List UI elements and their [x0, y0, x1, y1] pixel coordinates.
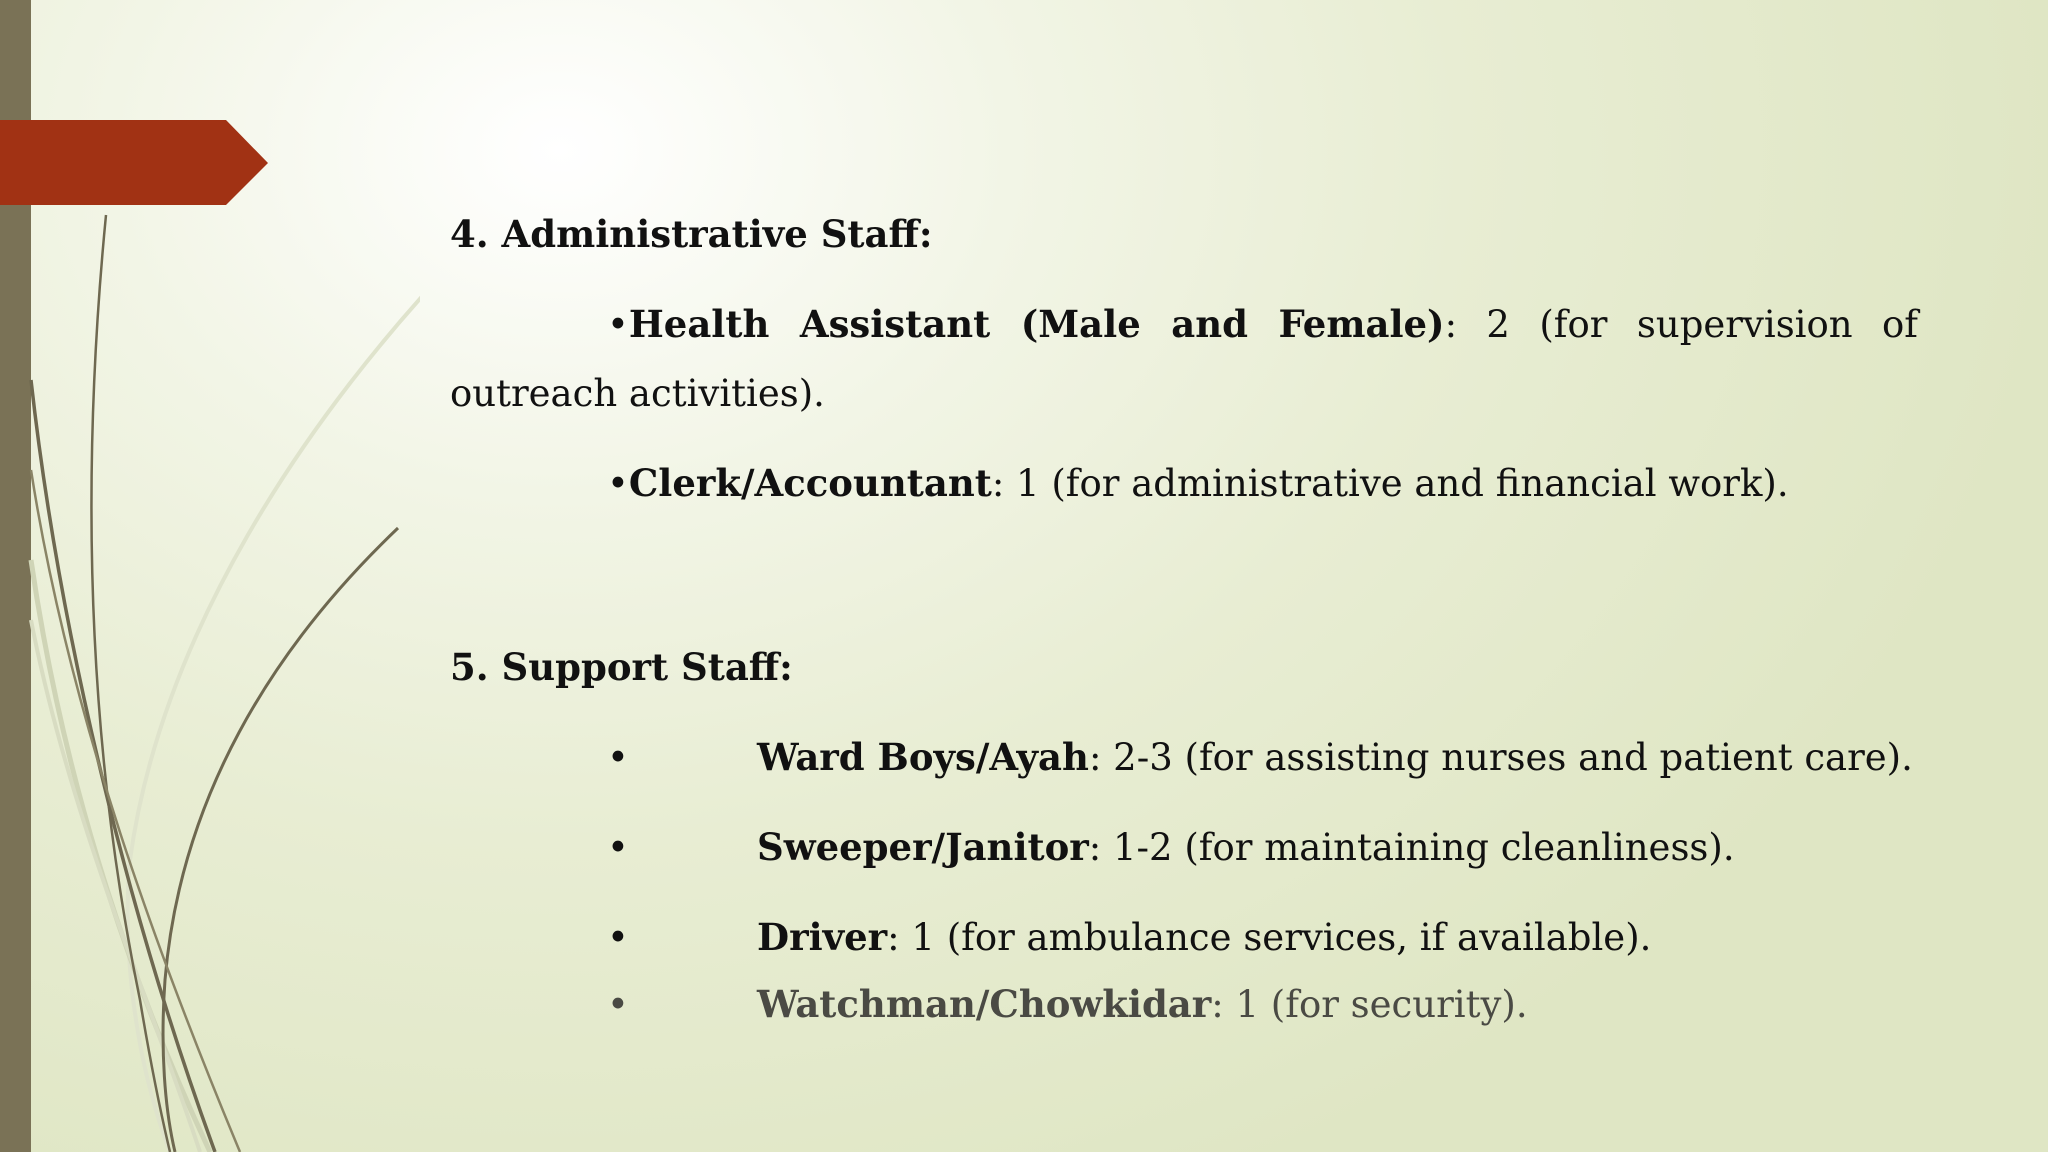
- stem-3: [163, 528, 398, 1152]
- stem-1: [91, 215, 170, 1152]
- item-desc: : 1 (for administrative and financial work).: [991, 462, 1789, 505]
- item-text: [757, 970, 1528, 1039]
- list-item-driver: [450, 903, 1918, 972]
- bullet: •: [607, 462, 629, 505]
- bullet: •: [607, 916, 629, 959]
- item-desc: : 1-2 (for maintaining cleanliness).: [1088, 826, 1735, 869]
- list-item-watchman: [450, 970, 1918, 1039]
- bullet: •: [607, 303, 629, 346]
- item-term: Sweeper/Janitor: [757, 825, 1089, 869]
- item-term: Watchman/Chowkidar: [757, 982, 1212, 1026]
- stem-faint-1: [128, 245, 420, 1152]
- item-desc: : 1 (for security).: [1211, 983, 1528, 1026]
- bullet: •: [607, 983, 629, 1026]
- item-term: Driver: [757, 915, 888, 959]
- item-desc: : 2-3 (for assisting nurses and patient care).: [1088, 736, 1913, 779]
- item-text: [757, 813, 1735, 882]
- section-heading-administrative: 4. Administrative Staff:: [450, 212, 933, 256]
- item-term: Health Assistant (Male and Female): [628, 302, 1445, 346]
- list-item-health-assistant: [450, 290, 1918, 428]
- list-item-ward-boys: [450, 723, 1918, 792]
- item-text: [757, 723, 1913, 792]
- list-item-clerk-accountant: [450, 449, 1918, 518]
- bullet: •: [607, 826, 629, 869]
- item-desc: : 1 (for ambulance services, if available).: [887, 916, 1652, 959]
- item-term: Ward Boys/Ayah: [757, 735, 1089, 779]
- section-spacer: [450, 518, 1918, 633]
- title-banner-arrow: [0, 120, 270, 206]
- item-text: [757, 903, 1651, 972]
- bullet: •: [607, 736, 629, 779]
- item-term: Clerk/Accountant: [628, 461, 992, 505]
- content-area: [450, 200, 1918, 1039]
- stem-4: [31, 470, 240, 1152]
- list-item-sweeper: [450, 813, 1918, 882]
- stem-2: [31, 380, 215, 1152]
- item-desc: : 2 (for supervision of outreach activities).: [450, 303, 1918, 415]
- section-heading-support: 5. Support Staff:: [450, 645, 793, 689]
